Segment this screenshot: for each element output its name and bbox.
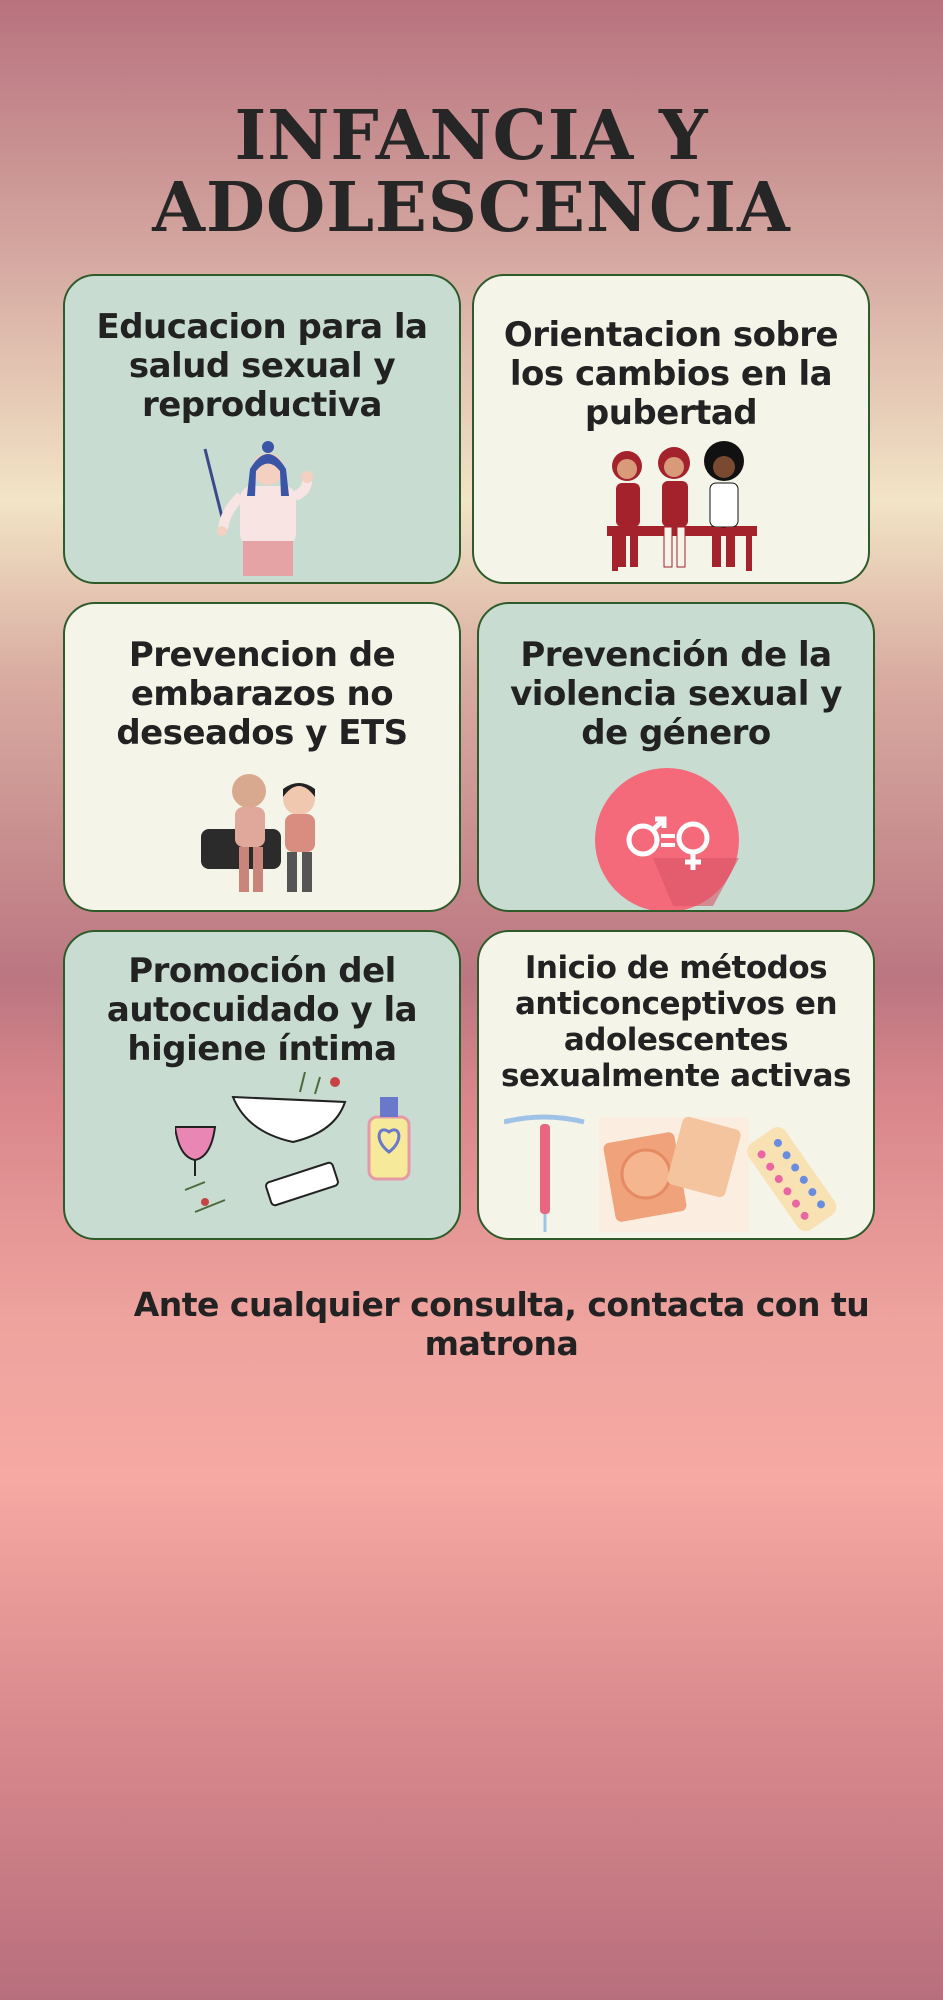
card-pregnancy-sti-prevention [63, 602, 461, 912]
card-title-line: Promoción del [128, 951, 396, 991]
children-on-bench-illustration [602, 441, 762, 576]
card-title-line: adolescentes [563, 1022, 789, 1058]
card-title-line: autocuidado y la [106, 990, 418, 1030]
hygiene-products-illustration [175, 1072, 415, 1232]
card-title-line: Prevencion de [128, 635, 396, 675]
card-title [493, 950, 859, 1094]
page-title [0, 96, 943, 248]
card-title-line: Prevención de la [520, 635, 832, 675]
card-title-line: deseados y ETS [116, 713, 408, 753]
card-title-line: Inicio de métodos [524, 950, 828, 986]
card-title [488, 316, 854, 433]
title-line-2: ADOLESCENCIA [152, 168, 791, 248]
card-title-line: anticonceptivos en [514, 986, 838, 1022]
card-title [79, 952, 445, 1069]
card-title-line: sexualmente activas [501, 1058, 851, 1094]
gender-equality-icon [593, 766, 741, 912]
card-title [79, 636, 445, 753]
teacher-illustration [195, 441, 335, 576]
card-contraceptive-methods [477, 930, 875, 1240]
two-children-illustration [199, 769, 339, 904]
card-title [493, 636, 859, 753]
card-title-line: embarazos no [130, 674, 394, 714]
title-line-1: INFANCIA Y [234, 96, 709, 176]
card-title-line: higiene íntima [127, 1029, 397, 1069]
card-self-care-hygiene [63, 930, 461, 1240]
footer-contact-note: Ante cualquier consulta, contacta con tu matrona [133, 1285, 870, 1363]
card-title-line: pubertad [584, 393, 758, 433]
card-title-line: reproductiva [141, 385, 382, 425]
card-title-line: salud sexual y [128, 346, 396, 386]
contraceptives-illustration [504, 1112, 864, 1237]
card-title-line: los cambios en la [509, 354, 833, 394]
card-title [79, 308, 445, 425]
card-gender-violence-prevention [477, 602, 875, 912]
card-title-line: violencia sexual y [510, 674, 842, 714]
card-sexual-health-education [63, 274, 461, 584]
card-title-line: Orientacion sobre [503, 315, 839, 355]
card-title-line: de género [581, 713, 771, 753]
card-title-line: Educacion para la [96, 307, 428, 347]
card-puberty-guidance [472, 274, 870, 584]
